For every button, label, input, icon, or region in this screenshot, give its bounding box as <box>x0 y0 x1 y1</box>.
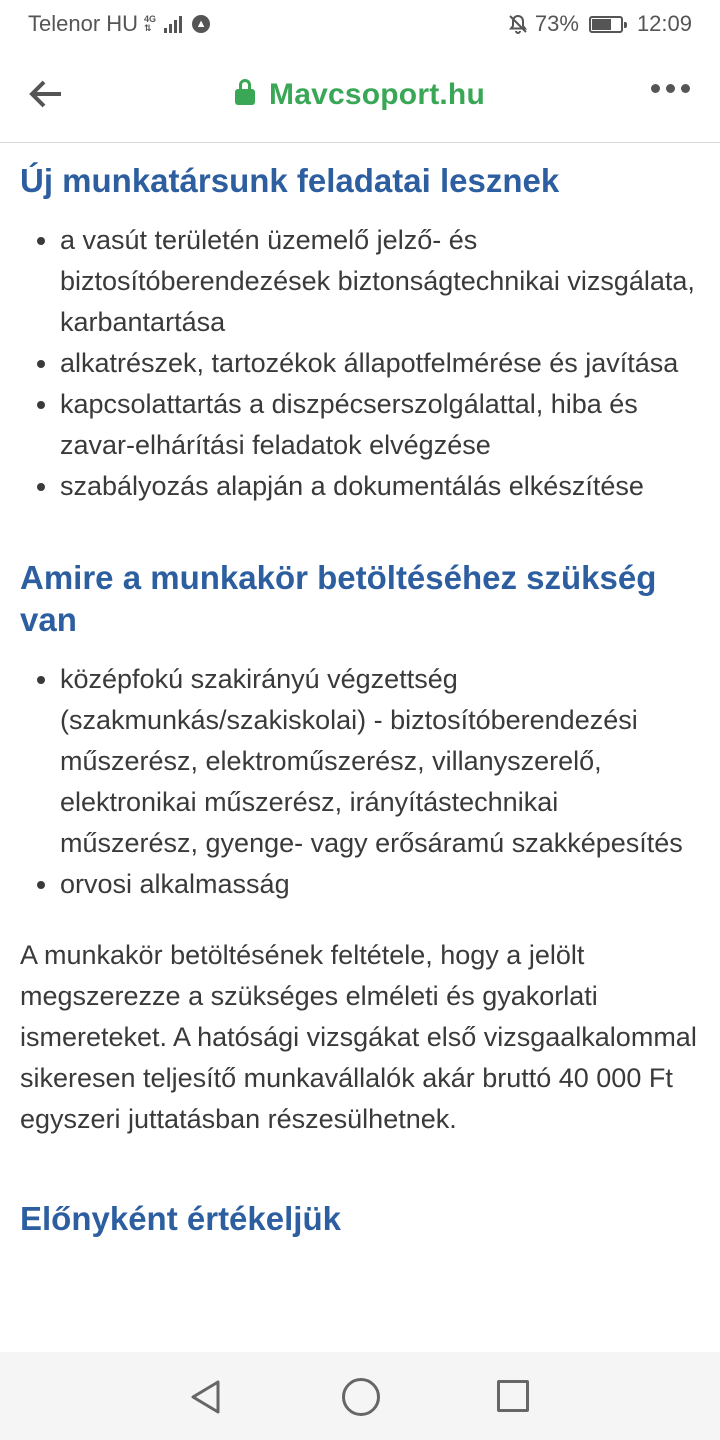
section-requirements <box>20 557 700 1140</box>
section-advantages <box>20 1198 700 1240</box>
list-item: • a vasút területén üzemelő jelző- és biztosítóberendezések biztonságtechnikai vizsgálata, karbantartása <box>60 220 700 343</box>
signal-icon <box>164 15 182 33</box>
more-options-button[interactable] <box>651 84 690 93</box>
section-responsibilities <box>20 160 700 507</box>
battery-icon <box>589 16 623 33</box>
dot-icon <box>651 84 660 93</box>
address-bar[interactable] <box>0 48 720 142</box>
responsibilities-list <box>20 220 700 507</box>
list-item: • orvosi alkalmasság <box>60 864 700 905</box>
list-item: • alkatrészek, tartozékok állapotfelmérése és javítása <box>60 343 700 384</box>
carrier-name: Telenor HU <box>28 11 139 36</box>
network-type-icon: 4G ⇅ <box>144 14 157 33</box>
status-left <box>28 11 210 37</box>
section-heading: Amire a munkakör betöltéséhez szükség van <box>20 559 657 638</box>
system-navigation-bar <box>0 1352 720 1440</box>
status-bar <box>0 0 720 48</box>
requirements-list <box>20 659 700 905</box>
list-item: • középfokú szakirányú végzettség (szakmunkás/szakiskolai) - biztosítóberendezési műszerész, elektroműszerész, villanyszerelő, elektronikai műszerész, irányítástechnikai műszerész, gyenge- vagy erősáramú szakképesítés <box>60 659 700 864</box>
browser-toolbar <box>0 48 720 143</box>
status-right <box>507 11 692 37</box>
list-item: • szabályozás alapján a dokumentálás elkészítése <box>60 466 700 507</box>
section-heading: Előnyként értékeljük <box>20 1200 341 1237</box>
lock-icon <box>235 87 255 107</box>
notification-icon: ▲ <box>192 15 210 33</box>
page-content <box>20 150 700 1258</box>
back-button[interactable] <box>28 76 68 116</box>
url-text: Mavcsoport.hu <box>269 78 485 111</box>
section-heading: Új munkatársunk feladatai lesznek <box>20 162 560 199</box>
clock: 12:09 <box>636 11 692 36</box>
nav-back-button[interactable] <box>188 1379 224 1415</box>
battery-percent: 73% <box>534 11 579 36</box>
dot-icon <box>666 84 675 93</box>
dot-icon <box>681 84 690 93</box>
mute-bell-icon <box>507 13 529 35</box>
nav-recents-button[interactable] <box>497 1380 529 1412</box>
requirements-paragraph: A munkakör betöltésének feltétele, hogy a jelölt megszerezze a szükséges elméleti és gyakorlati ismereteket. A hatósági vizsgákat első vizsgaalkalommal sikeresen teljesítő munkavállalók akár bruttó 40 000 Ft egyszeri juttatásban részesülhetnek. <box>20 940 697 1134</box>
list-item: • kapcsolattartás a diszpécserszolgálattal, hiba és zavar-elhárítási feladatok elvégzése <box>60 384 700 466</box>
battery-level <box>592 19 611 30</box>
arrow-left-icon <box>28 76 64 112</box>
nav-home-button[interactable] <box>342 1378 380 1416</box>
